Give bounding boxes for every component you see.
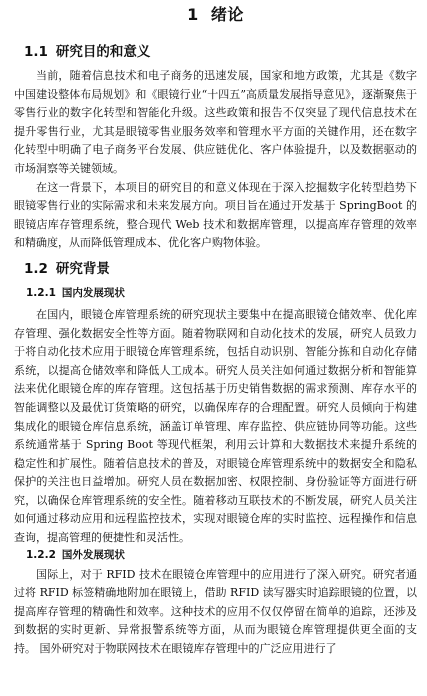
section-title: 研究目的和意义 <box>55 44 151 60</box>
paragraph: 在国内，眼镜仓库管理系统的研究现状主要集中在提高眼镜仓储效率、优化库存管理、强化数据安全性等方面。随着物联网和自动化技术的发展，研究人员致力于将自动化技术应用于眼镜仓库管理系统，包括自动识别、智能分拣和自动化存储系统，以提高仓储效率和降低人工成本。研究人员关注如何通过数据分析和智能算法来优化眼镜仓库的库存管理。这包括基于历史销售数据的需求预测、库存水平的智能调整以及最优订货策略的研究，以确保库存的合理配置。研究人员倾向于构建集成化的眼镜仓库信息系统，涵盖订单管理、库存监控、供应链协同等功能。这些系统通常基于 Spring Boot 等现代框架，利用云计算和大数据技术来提升系统的稳定性和扩展性。随着信息技术的普及，对眼镜仓库管理系统中的数据安全和隐私保护的关注也日益增加。研究人员在数据加密、权限控制、身份验证等方面进行研究，以确保仓库管理系统的安全性。随着移动互联技术的不断发展，研究人员关注如何通过移动应用和远程监控技术，实现对眼镜仓库的实时监控、远程操作和信息查询，提高管理的便捷性和灵活性。 <box>14 307 417 545</box>
section-1-2-heading <box>14 261 417 278</box>
subsection-number: 1.2.2 <box>26 548 56 561</box>
subsection-title: 国内发展现状 <box>61 286 125 299</box>
subsection-1-2-1-heading <box>14 286 417 300</box>
section-title: 研究背景 <box>55 260 110 277</box>
document-page <box>0 6 427 696</box>
paragraph: 国际上，对于 RFID 技术在眼镜仓库管理中的应用进行了深入研究。研究者通过将 RFID 标签精确地附加在眼镜上，借助 RFID 读写器实时追踪眼镜的位置，以提高库存管理的精确性和效率。这种技术的应用不仅仅停留在简单的追踪，还涉及到数据的实时更新、异常报警系统等方面，从而为眼镜仓库管理提供更全面的支持。 国外研究对于物联网技术在眼镜库存管理中的广泛应用进行了 <box>14 567 417 656</box>
paragraph: 在这一背景下，本项目的研究目的和意义体现在于深入挖掘数字化转型趋势下眼镜零售行业的实际需求和未来发展方向。项目旨在通过开发基于 SpringBoot 的眼镜店库存管理系统，整合现代 Web 技术和数据库管理，以提高库存管理的效率和精确度，从而降低管理成本、优化客户购物体验。 <box>14 180 417 250</box>
chapter-heading <box>14 6 417 24</box>
section-number: 1.2 <box>24 260 48 277</box>
paragraph: 当前，随着信息技术和电子商务的迅速发展，国家和地方政策，尤其是《数字中国建设整体布局规划》和《眼镜行业“十四五”高质量发展指导意见》，逐渐聚焦于零售行业的数字化转型和智能化升级。这些政策和报告不仅突显了现代信息技术在提升零售行业，尤其是眼镜零售业服务效率和管理水平方面的关键作用，还在数字化转型中明确了电子商务平台发展、供应链优化、客户体验提升，以及数据驱动的市场洞察等关键领域。 <box>14 69 417 175</box>
chapter-title: 绪论 <box>210 5 244 24</box>
section-number: 1.1 <box>24 44 48 60</box>
subsection-title: 国外发展现状 <box>61 548 125 561</box>
subsection-number: 1.2.1 <box>26 286 56 299</box>
subsection-1-2-2-heading <box>14 548 417 562</box>
chapter-number: 1 <box>187 5 199 24</box>
section-1-1-heading <box>14 44 417 61</box>
